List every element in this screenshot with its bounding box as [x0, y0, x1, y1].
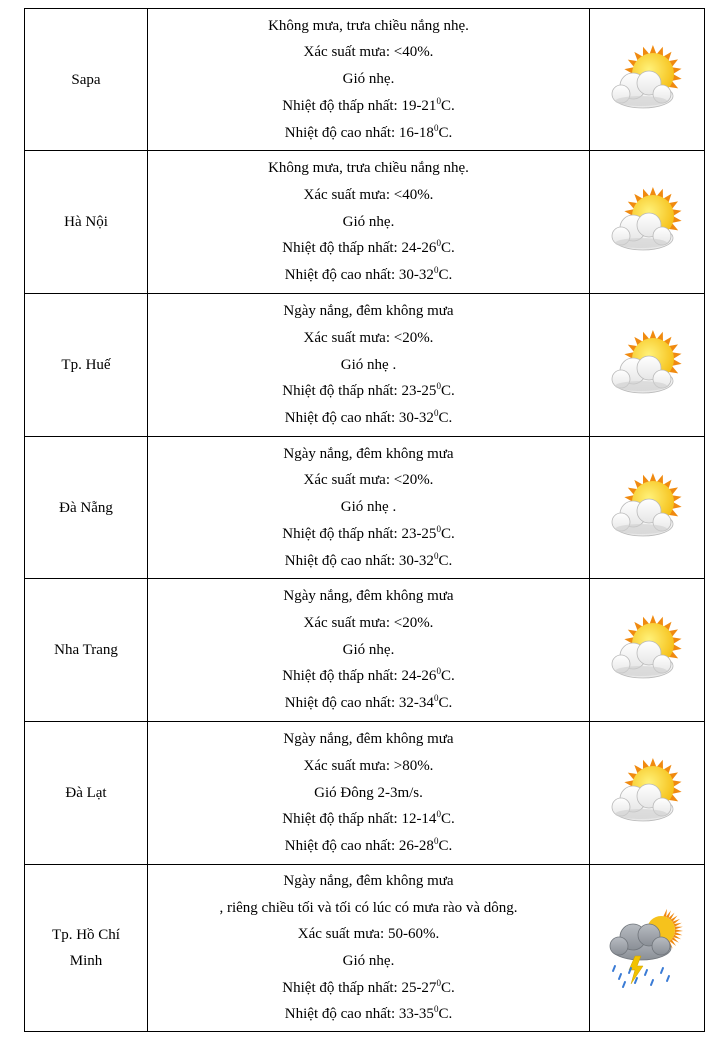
- forecast-line: [148, 93, 589, 120]
- degree-superscript: 0: [436, 666, 441, 677]
- degree-superscript: 0: [433, 550, 439, 561]
- temperature-unit: C.: [440, 668, 455, 685]
- forecast-line: [148, 895, 589, 922]
- forecast-text: Ngày nắng, đêm không mưa: [283, 445, 454, 462]
- degree-superscript: 0: [436, 238, 441, 249]
- forecast-line: [148, 155, 589, 182]
- forecast-text: Nhiệt độ thấp nhất: 12-14: [282, 811, 437, 828]
- forecast-line: [148, 120, 589, 147]
- forecast-line: [148, 663, 589, 690]
- forecast-text: Xác suất mưa: <40%.: [303, 44, 434, 61]
- partly-cloudy-sun-icon: [590, 329, 704, 401]
- city-cell: [25, 865, 148, 1032]
- forecast-line: [148, 868, 589, 895]
- forecast-line: [148, 209, 589, 236]
- forecast-line: [148, 235, 589, 262]
- forecast-text: Nhiệt độ thấp nhất: 24-26: [282, 240, 437, 257]
- forecast-text: Gió nhẹ.: [342, 213, 395, 230]
- forecast-text: Nhiệt độ thấp nhất: 23-25: [282, 525, 437, 542]
- temperature-unit: C.: [438, 1006, 453, 1023]
- forecast-line: [148, 521, 589, 548]
- city-name: Sapa: [71, 71, 101, 88]
- degree-superscript: 0: [436, 381, 441, 392]
- city-name: Đà Lạt: [65, 785, 107, 801]
- forecast-text: Gió Đông 2-3m/s.: [314, 784, 423, 801]
- forecast-text: Ngày nắng, đêm không mưa: [283, 303, 454, 320]
- forecast-line: [148, 441, 589, 468]
- forecast-line: [148, 548, 589, 575]
- temperature-unit: C.: [440, 383, 455, 400]
- degree-superscript: 0: [433, 693, 439, 704]
- partly-cloudy-sun-icon: [590, 757, 704, 829]
- forecast-line: [148, 405, 589, 432]
- forecast-text: Gió nhẹ .: [340, 499, 397, 516]
- temperature-unit: C.: [438, 838, 453, 855]
- forecast-text: Gió nhẹ.: [342, 71, 395, 88]
- forecast-text: , riêng chiều tối và tối có lúc có mưa rào và dông.: [219, 899, 518, 916]
- forecast-text: Xác suất mưa: <20%.: [303, 614, 434, 631]
- degree-superscript: 0: [433, 265, 439, 276]
- city-name: Hà Nội: [64, 214, 108, 230]
- forecast-description-cell: [148, 9, 590, 151]
- forecast-text: Nhiệt độ cao nhất: 30-32: [284, 267, 434, 284]
- forecast-line: [148, 975, 589, 1002]
- forecast-description-cell: [148, 722, 590, 865]
- city-name: Tp. Huế: [61, 357, 111, 373]
- forecast-text: Nhiệt độ thấp nhất: 25-27: [282, 979, 437, 996]
- city-cell: [25, 9, 148, 151]
- temperature-unit: C.: [438, 410, 453, 427]
- forecast-description-cell: [148, 151, 590, 294]
- forecast-line: [148, 753, 589, 780]
- temperature-unit: C.: [440, 240, 455, 257]
- forecast-line: [148, 298, 589, 325]
- thunderstorm-sun-icon: [590, 908, 704, 988]
- forecast-text: Gió nhẹ.: [342, 953, 395, 969]
- forecast-rows: [25, 9, 705, 1032]
- weather-icon-cell: [590, 722, 705, 865]
- forecast-line: [148, 352, 589, 379]
- city-cell: [25, 579, 148, 722]
- forecast-text: Ngày nắng, đêm không mưa: [283, 731, 454, 748]
- forecast-text: Nhiệt độ thấp nhất: 24-26: [282, 668, 437, 685]
- forecast-text: Ngày nắng, đêm không mưa: [283, 588, 454, 605]
- forecast-line: [148, 610, 589, 637]
- forecast-row: [25, 722, 705, 865]
- forecast-text: Nhiệt độ thấp nhất: 19-21: [282, 97, 437, 114]
- forecast-line: [148, 182, 589, 209]
- partly-cloudy-sun-icon: [590, 472, 704, 544]
- city-name: Nha Trang: [54, 642, 118, 658]
- forecast-text: Nhiệt độ cao nhất: 30-32: [284, 552, 434, 569]
- degree-superscript: 0: [433, 122, 439, 133]
- forecast-line: [148, 467, 589, 494]
- forecast-text: Nhiệt độ thấp nhất: 23-25: [282, 383, 437, 400]
- degree-superscript: 0: [433, 408, 439, 419]
- city-name: Đà Nẵng: [59, 499, 113, 516]
- weather-icon-cell: [590, 579, 705, 722]
- forecast-text: Nhiệt độ cao nhất: 30-32: [284, 410, 434, 427]
- temperature-unit: C.: [438, 267, 453, 284]
- forecast-text: Gió nhẹ .: [340, 356, 397, 373]
- weather-icon-cell: [590, 294, 705, 437]
- forecast-line: [148, 1001, 589, 1028]
- forecast-text: Xác suất mưa: <40%.: [303, 186, 434, 203]
- forecast-text: Xác suất mưa: <20%.: [303, 329, 434, 346]
- forecast-line: [148, 494, 589, 521]
- degree-superscript: 0: [436, 95, 441, 106]
- temperature-unit: C.: [440, 525, 455, 542]
- forecast-line: [148, 637, 589, 664]
- forecast-line: [148, 13, 589, 40]
- forecast-line: [148, 780, 589, 807]
- forecast-line: [148, 921, 589, 948]
- temperature-unit: C.: [438, 552, 453, 569]
- forecast-line: [148, 690, 589, 717]
- weather-icon-cell: [590, 9, 705, 151]
- forecast-row: [25, 865, 705, 1032]
- partly-cloudy-sun-icon: [590, 614, 704, 686]
- weather-icon-cell: [590, 865, 705, 1032]
- forecast-line: [148, 325, 589, 352]
- temperature-unit: C.: [440, 97, 455, 114]
- forecast-row: [25, 579, 705, 722]
- forecast-line: [148, 806, 589, 833]
- degree-superscript: 0: [433, 836, 439, 847]
- city-name: Tp. Hồ Chí: [52, 927, 120, 943]
- forecast-line: [148, 583, 589, 610]
- forecast-text: Ngày nắng, đêm không mưa: [283, 872, 454, 889]
- forecast-row: [25, 294, 705, 437]
- forecast-line: [148, 833, 589, 860]
- city-name: Minh: [69, 953, 103, 969]
- forecast-line: [148, 378, 589, 405]
- forecast-text: Xác suất mưa: >80%.: [303, 757, 434, 774]
- weather-icon-cell: [590, 437, 705, 579]
- forecast-line: [148, 39, 589, 66]
- degree-superscript: 0: [436, 809, 441, 820]
- forecast-text: Nhiệt độ cao nhất: 26-28: [284, 838, 434, 855]
- partly-cloudy-sun-icon: [590, 44, 704, 116]
- forecast-line: [148, 66, 589, 93]
- temperature-unit: C.: [438, 695, 453, 712]
- temperature-unit: C.: [440, 979, 455, 996]
- city-cell: [25, 437, 148, 579]
- temperature-unit: C.: [438, 124, 453, 141]
- forecast-text: Xác suất mưa: <20%.: [303, 472, 434, 489]
- forecast-text: Nhiệt độ cao nhất: 32-34: [284, 695, 434, 712]
- city-cell: [25, 722, 148, 865]
- forecast-text: Nhiệt độ cao nhất: 33-35: [284, 1006, 434, 1023]
- forecast-description-cell: [148, 437, 590, 579]
- forecast-row: [25, 9, 705, 151]
- partly-cloudy-sun-icon: [590, 186, 704, 258]
- forecast-description-cell: [148, 579, 590, 722]
- forecast-text: Gió nhẹ.: [342, 641, 395, 658]
- forecast-description-cell: [148, 294, 590, 437]
- forecast-text: Không mưa, trưa chiều nắng nhẹ.: [268, 17, 469, 34]
- degree-superscript: 0: [433, 1004, 439, 1015]
- weather-forecast-table: [24, 8, 705, 1032]
- weather-icon-cell: [590, 151, 705, 294]
- city-cell: [25, 294, 148, 437]
- forecast-text: Nhiệt độ cao nhất: 16-18: [284, 124, 434, 141]
- forecast-row: [25, 437, 705, 579]
- forecast-description-cell: [148, 865, 590, 1032]
- forecast-line: [148, 726, 589, 753]
- forecast-line: [148, 262, 589, 289]
- temperature-unit: C.: [440, 811, 455, 828]
- forecast-text: Xác suất mưa: 50-60%.: [297, 926, 440, 943]
- city-cell: [25, 151, 148, 294]
- forecast-row: [25, 151, 705, 294]
- degree-superscript: 0: [436, 977, 441, 988]
- degree-superscript: 0: [436, 523, 441, 534]
- forecast-text: Không mưa, trưa chiều nắng nhẹ.: [268, 160, 469, 177]
- forecast-line: [148, 948, 589, 975]
